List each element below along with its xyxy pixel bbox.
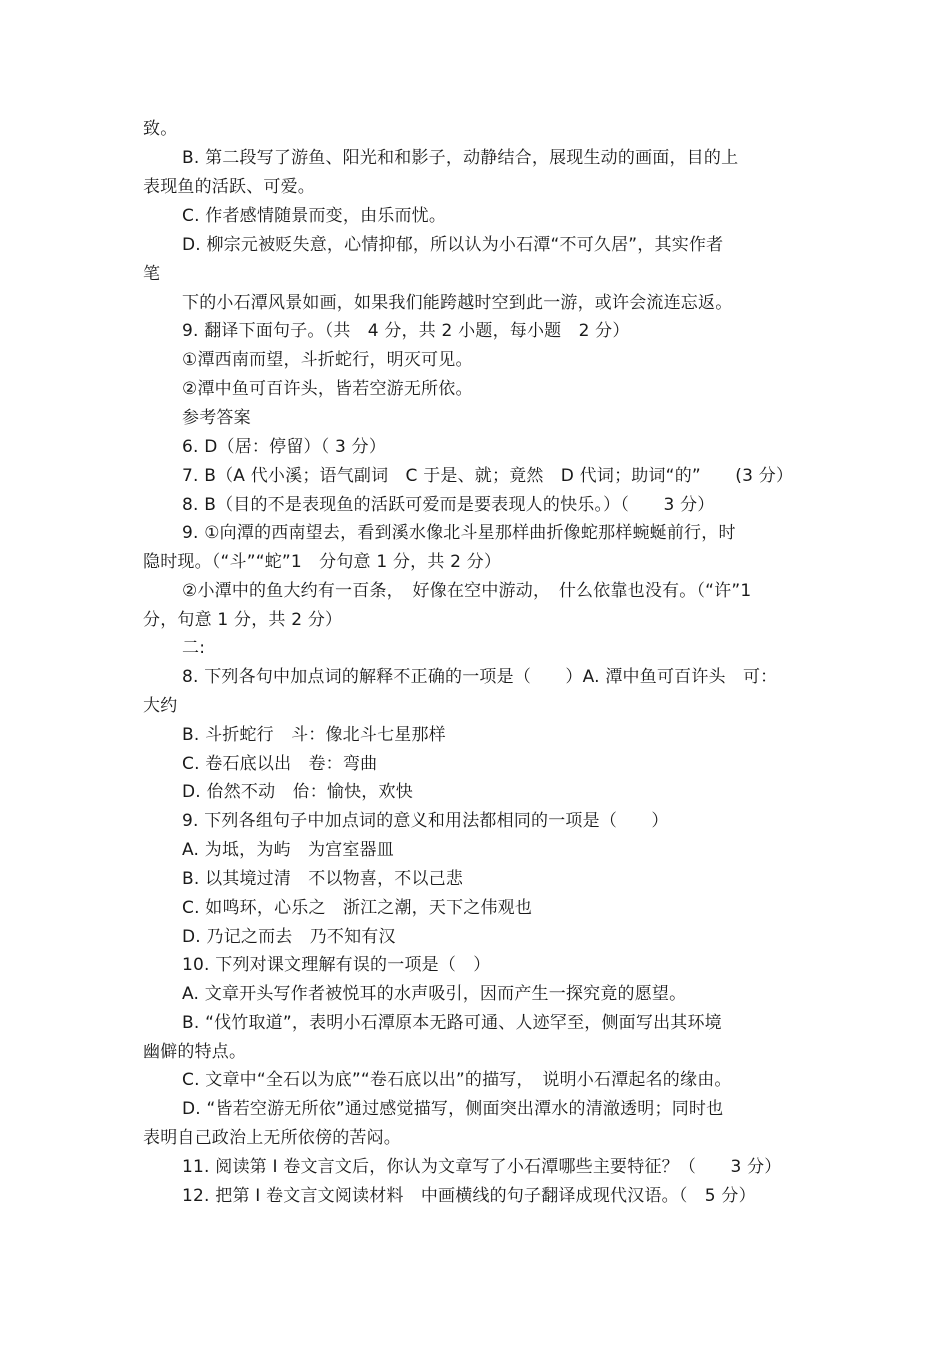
text-line: 7. B（A 代小溪；语气副词 C 于是、就；竟然 D 代词；助词“的” (3 分） [182,466,794,486]
text-line: ①潭西南而望，斗折蛇行，明灭可见。 [182,350,473,370]
text-line: ②潭中鱼可百许头，皆若空游无所依。 [182,379,473,399]
text-line: A. 为坻，为屿 为宫室器皿 [182,840,394,860]
section-heading: 参考答案 [182,408,251,428]
text-line: 6. D（居：停留）（ 3 分） [182,437,387,457]
text-line: 隐时现。（“斗”“蛇”1 分句意 1 分，共 2 分） [143,552,502,572]
text-line: 8. B（目的不是表现鱼的活跃可爱而是要表现人的快乐。）（ 3 分） [182,495,715,515]
text-line: 致。 [143,119,178,139]
text-line: C. 文章中“全石以为底”“卷石底以出”的描写， 说明小石潭起名的缘由。 [182,1070,732,1090]
text-line: 下的小石潭风景如画，如果我们能跨越时空到此一游，或许会流连忘返。 [182,293,733,313]
text-line: 大约 [143,696,178,716]
text-line: 9. 翻译下面句子。（共 4 分，共 2 小题，每小题 2 分） [182,321,630,341]
text-line: B. 以其境过清 不以物喜，不以己悲 [182,869,464,889]
text-line: D. 柳宗元被贬失意，心情抑郁，所以认为小石潭“不可久居”，其实作者 [182,235,724,255]
text-line: C. 卷石底以出 卷：弯曲 [182,754,378,774]
text-line: B. 第二段写了游鱼、阳光和和影子，动静结合，展现生动的画面，目的上 [182,148,739,168]
text-line: B. “伐竹取道”，表明小石潭原本无路可通、人迹罕至，侧面写出其环境 [182,1013,722,1033]
text-line: 分，句意 1 分，共 2 分） [143,610,343,630]
text-line: D. 乃记之而去 乃不知有汉 [182,927,396,947]
text-line: ②小潭中的鱼大约有一百条， 好像在空中游动， 什么依靠也没有。（“许”1 [182,581,752,601]
text-line: 表现鱼的活跃、可爱。 [143,177,315,197]
text-line: 9. ①向潭的西南望去，看到溪水像北斗星那样曲折像蛇那样蜿蜒前行，时 [182,523,736,543]
text-line: D. 佁然不动 佁：愉快，欢快 [182,782,413,802]
text-line: 11. 阅读第 Ⅰ 卷文言文后，你认为文章写了小石潭哪些主要特征？（ 3 分） [182,1157,782,1177]
text-line: 12. 把第 Ⅰ 卷文言文阅读材料 中画横线的句子翻译成现代汉语。（ 5 分） [182,1186,756,1206]
section-heading: 二: [182,638,206,658]
text-line: 笔 [143,264,161,284]
text-line: 10. 下列对课文理解有误的一项是（ ） [182,955,491,975]
text-line: 8. 下列各句中加点词的解释不正确的一项是（ ）A. 潭中鱼可百许头 可： [182,667,778,687]
text-line: 表明自己政治上无所依傍的苦闷。 [143,1128,401,1148]
text-line: A. 文章开头写作者被悦耳的水声吸引，因而产生一探究竟的愿望。 [182,984,687,1004]
text-line: D. “皆若空游无所依”通过感觉描写，侧面突出潭水的清澈透明；同时也 [182,1099,724,1119]
text-line: 9. 下列各组句子中加点词的意义和用法都相同的一项是（ ） [182,811,669,831]
text-line: 幽僻的特点。 [143,1042,247,1062]
text-line: B. 斗折蛇行 斗：像北斗七星那样 [182,725,446,745]
text-line: C. 如鸣环，心乐之 浙江之潮，天下之伟观也 [182,898,533,918]
text-line: C. 作者感情随景而变，由乐而忧。 [182,206,447,226]
